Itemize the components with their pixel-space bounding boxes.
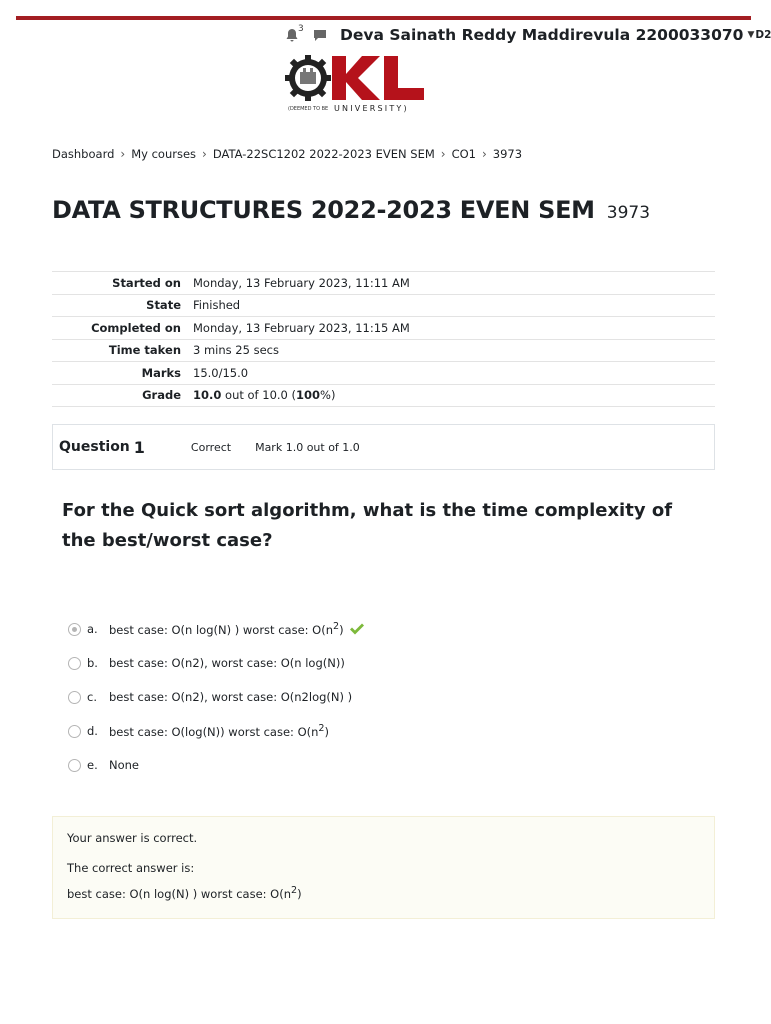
answer-option-e[interactable] (68, 748, 568, 782)
chevron-right-icon: › (481, 147, 487, 161)
user-menu-bar (284, 24, 771, 46)
summary-label: Time taken (108, 343, 181, 358)
question-mark: Mark 1.0 out of 1.0 (255, 440, 360, 454)
option-superscript: 2 (333, 621, 340, 633)
option-letter: c. (87, 690, 97, 704)
kl-university-logo[interactable] (284, 50, 426, 116)
feedback-correct-label: The correct answer is: (67, 861, 195, 875)
answer-option-c[interactable] (68, 680, 568, 714)
grade-end: %) (320, 388, 336, 403)
feedback-correct-answer (67, 885, 302, 901)
attempt-summary-table (52, 271, 715, 407)
summary-value: Monday, 13 February 2023, 11:11 AM (193, 275, 410, 290)
option-letter: b. (87, 656, 98, 670)
correct-text-end: ) (297, 886, 302, 901)
option-text-main: best case: O(n log(N) ) worst case: O(n (109, 622, 334, 637)
option-text-end: ) (324, 724, 330, 739)
breadcrumb-dashboard[interactable]: Dashboard (52, 147, 115, 161)
answer-option-b[interactable] (68, 646, 568, 680)
option-letter: a. (87, 622, 98, 636)
chevron-right-icon: › (202, 147, 207, 161)
table-row (52, 384, 715, 407)
option-text: best case: O(n2), worst case: O(n log(N)) (109, 656, 345, 670)
option-superscript: 2 (318, 723, 325, 735)
user-avatar-initials[interactable]: D2 (755, 29, 771, 41)
breadcrumb-quiz[interactable]: 3973 (492, 147, 523, 161)
option-text (109, 723, 329, 739)
logo-letters: KL (378, 94, 380, 95)
answer-option-a[interactable] (68, 612, 568, 646)
correct-superscript: 2 (291, 885, 298, 896)
summary-value: 15.0/15.0 (193, 365, 249, 380)
question-info-box (52, 424, 715, 470)
messages-icon[interactable] (312, 27, 328, 43)
answer-option-d[interactable] (68, 714, 568, 748)
grade-score: 10.0 (193, 388, 222, 403)
question-number: 1 (133, 437, 145, 457)
notification-bell-icon[interactable] (284, 24, 304, 43)
summary-label: State (146, 298, 181, 313)
chevron-right-icon: › (440, 147, 446, 161)
logo-university: UNIVERSITY) (334, 104, 409, 113)
radio-button[interactable] (68, 691, 81, 704)
summary-value: 3 mins 25 secs (193, 343, 279, 358)
chevron-right-icon: › (120, 147, 126, 161)
radio-button[interactable] (68, 623, 81, 636)
breadcrumb-my-courses[interactable]: My courses (131, 147, 197, 161)
user-name[interactable]: Deva Sainath Reddy Maddirevula 2200033070 (340, 26, 744, 44)
option-text: None (109, 758, 140, 772)
logo-prefix: (DEEMED TO BE (288, 106, 329, 112)
course-title: DATA STRUCTURES 2022-2023 EVEN SEM (52, 196, 595, 224)
table-row (52, 294, 715, 317)
summary-label: Grade (142, 388, 181, 403)
option-letter: d. (87, 724, 98, 738)
correct-text-main: best case: O(n log(N) ) worst case: O(n (67, 886, 292, 901)
answer-options (68, 612, 568, 782)
question-label: Question (59, 439, 130, 455)
option-text-end: ) (339, 622, 344, 637)
radio-button[interactable] (68, 725, 81, 738)
summary-value: Monday, 13 February 2023, 11:15 AM (193, 320, 410, 335)
top-accent-bar (16, 16, 751, 20)
breadcrumb (52, 147, 522, 161)
table-row (52, 339, 715, 362)
course-subtitle: 3973 (606, 203, 651, 223)
check-mark-icon (348, 621, 364, 637)
summary-value: Finished (193, 298, 241, 313)
radio-button[interactable] (68, 759, 81, 772)
question-text: For the Quick sort algorithm, what is the time complexity of the best/worst case? (62, 500, 673, 551)
grade-percent: 100 (296, 388, 321, 403)
feedback-result: Your answer is correct. (67, 831, 198, 845)
grade-mid: out of 10.0 ( (221, 388, 297, 403)
summary-label: Completed on (91, 320, 181, 335)
grade-value (193, 384, 715, 407)
table-row (52, 362, 715, 385)
feedback-box (52, 816, 715, 919)
breadcrumb-course[interactable]: DATA-22SC1202 2022-2023 EVEN SEM (212, 147, 435, 161)
option-text: best case: O(n2), worst case: O(n2log(N) ) (109, 690, 353, 704)
table-row (52, 272, 715, 295)
option-text (109, 621, 344, 637)
summary-label: Marks (141, 365, 181, 380)
breadcrumb-section[interactable]: CO1 (451, 147, 476, 161)
table-row (52, 317, 715, 340)
summary-label: Started on (112, 275, 181, 290)
option-letter: e. (87, 758, 98, 772)
notification-count: 3 (298, 24, 304, 34)
page-title (52, 196, 650, 224)
chevron-down-icon[interactable]: ▼ (747, 30, 755, 40)
radio-button[interactable] (68, 657, 81, 670)
question-status: Correct (190, 440, 232, 454)
option-text-main: best case: O(log(N)) worst case: O(n (109, 724, 319, 739)
gear-emblem-icon (285, 55, 331, 101)
